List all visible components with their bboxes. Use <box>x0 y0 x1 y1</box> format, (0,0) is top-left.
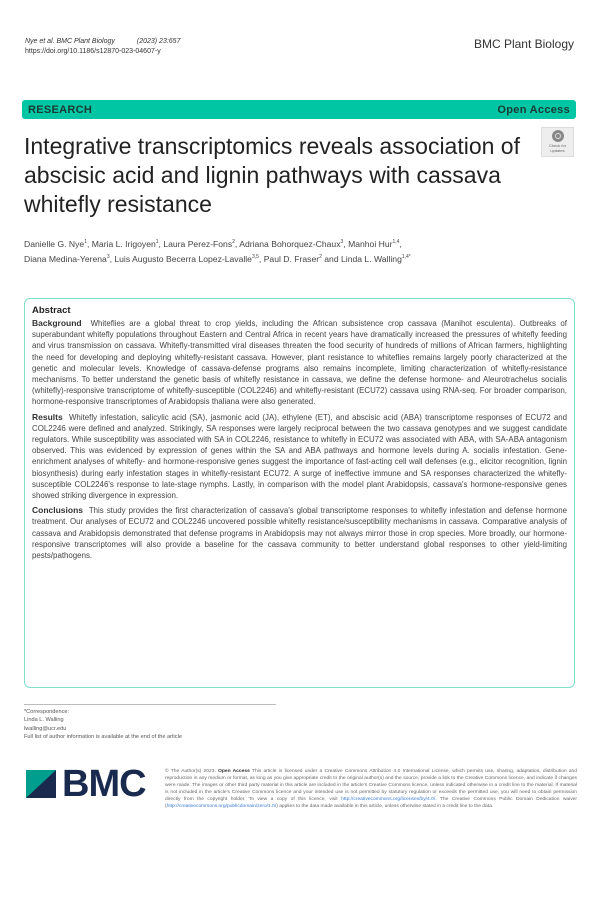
doi-link[interactable]: https://doi.org/10.1186/s12870-023-04607-y <box>25 48 161 55</box>
article-type-banner <box>22 100 576 119</box>
running-header <box>25 37 180 57</box>
correspondence-block <box>24 704 276 741</box>
background-text: Whiteflies are a global threat to crop yields, including the African subsistence crop cassava (Manihot esculenta). Outbreaks of superabundant whitefly populations throughout Eastern and Central Africa in recent years have dramatically increased the pressures of whitefly feeding and virus transmission on cassava. Whitefly-transmitted viral diseases threaten the food security of hundreds of millions of African farmers, highlighting the need for developing and deploying whitefly-resistant cassava. However, plant resistance to whiteflies remains largely poorly characterized at the genetic and molecular levels. Knowledge of cassava-defense programs also remains incomplete, limiting characterization of whitefly-resistance mechanisms. To better understand the genetic basis of whitefly resistance in cassava, we define the defense hormone- and Aleurotrachelus socialis (whitefly)-responsive transcriptome of whitefly-susceptible (COL2246) and whitefly-resistant (ECU72) cassava using RNA-seq. For broader comparison, hormone-responsive transcriptomes of Arabidopsis thaliana were also generated. <box>32 319 568 407</box>
cc-by-link[interactable]: http://creativecommons.org/licenses/by/4.0/. <box>341 797 437 803</box>
abstract-results <box>32 412 567 502</box>
year-pages: (2023) 23:657 <box>136 38 181 45</box>
bmc-logo-icon <box>26 770 56 798</box>
background-label: Background <box>32 318 82 328</box>
journal-name: BMC Plant Biology <box>473 37 574 51</box>
author[interactable]: Luis Augusto Becerra Lopez-Lavalle$^{3,5}$ <box>114 253 259 264</box>
conclusions-text: This study provides the first characterization of cassava's global transcriptome responses to whitefly infestation and defense hormone treatment. Our analyses of ECU72 and COL2246 uncovered possible whitefly resistance/susceptibility mechanisms in cassava. Comparative analysis of cassava and Arabidopsis demonstrated that defense programs in Arabidopsis may not always mirror those in crop species. More broadly, our hormone-responsive transcriptomes will also provide a baseline for the cassava community to better understand global responses to other yield-limiting pests/pathogens. <box>32 506 567 561</box>
abstract-box <box>24 298 575 688</box>
abstract-conclusions <box>32 505 567 561</box>
bmc-logo <box>26 763 146 805</box>
author[interactable]: Maria L. Irigoyen$^1$ <box>91 238 159 249</box>
check-label-1: Check for <box>548 143 567 148</box>
copyright: © The Author(s) 2023. <box>165 769 216 774</box>
results-label: Results <box>32 411 63 422</box>
abstract-background <box>32 318 567 408</box>
author[interactable]: Linda L. Walling$^{1,4*}$ <box>341 253 411 264</box>
bmc-logo-text: BMC <box>62 763 146 805</box>
check-label-2: updates <box>550 148 565 153</box>
license-body: This article is licensed under a Creative Commons Attribution 4.0 International License, which permits use, sharing, adaptation, distribution and reproduction in any medium or format, as long as you give appropriate credit to the original author(s) and the source, provide a link to the Creative Commons licence, and indicate if changes were made. The images or other third party material in this article are included in the article's Creative Commons licence, unless indicated otherwise in a credit line to the material. If material is not included in the article's Creative Commons licence and your intended use is not permitted by statutory regulation or exceeds the permitted use, you will need to obtain permission directly from the copyright holder. To view a copy of this licence, visit <box>165 769 577 803</box>
abstract-heading: Abstract <box>32 305 71 316</box>
author[interactable]: Manhoi Hur$^{1,4}$ <box>348 238 400 249</box>
open-access-label: Open Access <box>497 103 570 116</box>
article-type: RESEARCH <box>28 103 93 116</box>
author-list: Danielle G. Nye$^1$, Maria L. Irigoyen$^1$, Laura Perez-Fons$^2$, Adriana Bohorquez-Chaux$^3$, Manhoi Hur$^{1,4}$, Diana Medina-Yerena$^3$, Luis Augusto Becerra Lopez-Lavalle$^{3,5}$, Paul D. Fraser$^2$ and Linda L. Walling$^{1,4*}$ <box>24 238 411 264</box>
license-body-2: The Creative Commons Public Domain Dedication waiver ( <box>165 797 578 810</box>
conclusions-label: Conclusions <box>32 505 84 516</box>
author[interactable]: Laura Perez-Fons$^2$ <box>163 238 235 249</box>
citation: Nye et al. BMC Plant Biology <box>25 38 115 45</box>
correspondence-email[interactable]: lwalling@ucr.edu <box>24 725 67 732</box>
cc-zero-link[interactable]: http://creativecommons.org/publicdomain/zero/1.0/ <box>166 804 277 810</box>
article-title: Integrative transcriptomics reveals association of abscisic acid and lignin pathways with cassava whitefly resistance <box>24 133 520 217</box>
correspondence-label: *Correspondence: <box>24 709 70 715</box>
check-updates-icon <box>552 130 564 142</box>
author-info-note: Full list of author information is available at the end of the article <box>24 733 182 740</box>
results-text: Whitefly infestation, salicylic acid (SA), jasmonic acid (JA), ethylene (ET), and abscisic acid (ABA) transcriptome responses of ECU72 and COL2246 were defined and analyzed. Strikingly, SA responses were largely reciprocal between the two cassava genotypes and we suggest candidate regulators. While susceptibility was associated with SA in COL2246, resistance to whitefly in ECU72 was associated with ABA, with SA-ABA antagonism observed. This was evidenced by expression of genes within the SA and ABA pathways and hormone levels during A. socialis infestation. Gene-enrichment analyses of whitefly- and hormone-responsive genes suggest the importance of fast-acting cell wall defenses (e.g., elicitor recognition, lignin biosynthesis) during early infestation stages in whitefly-resistant ECU72. A surge of ineffective immune and SA responses characterized the whitefly-susceptible COL2246's response to late-stage nymphs. Lastly, in comparison with the model plant Arabidopsis, cassava's hormone-responsive genes showed striking divergence in expression. <box>32 412 567 501</box>
author[interactable]: Danielle G. Nye$^1$ <box>24 238 87 249</box>
open-access-bold: Open Access <box>218 769 250 774</box>
author[interactable]: Diana Medina-Yerena$^3$ <box>24 253 110 264</box>
license-body-3: ) applies to the data made available in this article, unless otherwise stated in a credit line to the data. <box>276 804 494 810</box>
license-text <box>165 768 577 811</box>
author[interactable]: Adriana Bohorquez-Chaux$^3$ <box>239 238 344 249</box>
correspondence-name: Linda L. Walling <box>24 717 64 724</box>
check-for-updates-button[interactable] <box>541 127 574 157</box>
author[interactable]: Paul D. Fraser$^2$ <box>263 253 322 264</box>
